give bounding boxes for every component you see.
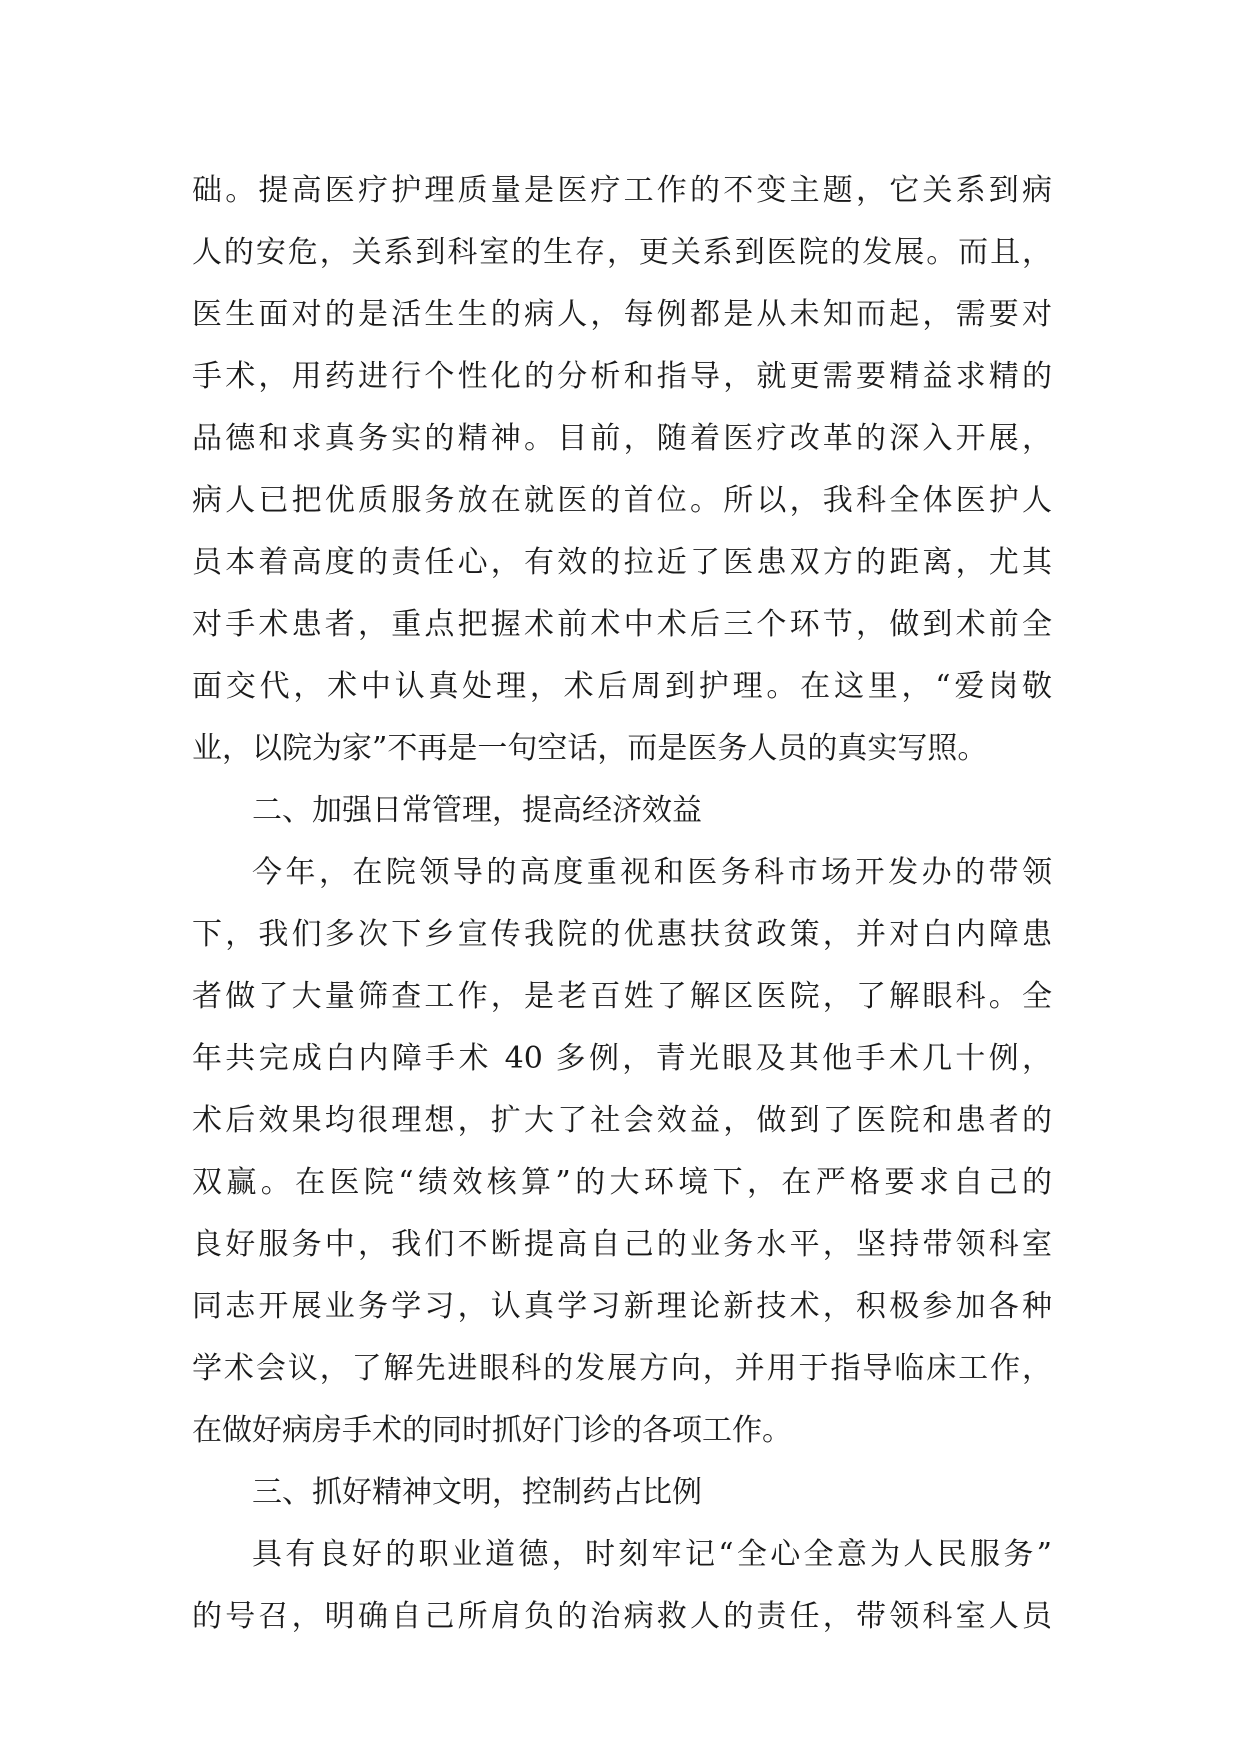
text-line: 手术，用药进行个性化的分析和指导，就更需要精益求精的 [192,359,1052,394]
text-line: 的号召，明确自己所肩负的治病救人的责任，带领科室人员 [192,1599,1052,1634]
text-line: 学术会议，了解先进眼科的发展方向，并用于指导临床工作， [192,1351,1052,1386]
body-text [192,160,1052,1648]
text-line: 下，我们多次下乡宣传我院的优惠扶贫政策，并对白内障患 [192,917,1052,952]
section-heading-2: 二、加强日常管理，提高经济效益 [252,793,702,828]
paragraph-continuation [192,160,1052,780]
text-line: 术后效果均很理想，扩大了社会效益，做到了医院和患者的 [192,1103,1052,1138]
text-line: 业，以院为家”不再是一句空话，而是医务人员的真实写照。 [192,731,988,766]
text-line: 人的安危，关系到科室的生存，更关系到医院的发展。而且， [192,235,1052,270]
text-line: 品德和求真务实的精神。目前，随着医疗改革的深入开展， [192,421,1052,456]
section-heading-3: 三、抓好精神文明，控制药占比例 [252,1475,702,1510]
text-line: 具有良好的职业道德，时刻牢记“全心全意为人民服务” [252,1537,1052,1572]
text-line: 对手术患者，重点把握术前术中术后三个环节，做到术前全 [192,607,1052,642]
text-line: 双赢。在医院“绩效核算”的大环境下，在严格要求自己的 [192,1165,1052,1200]
text-line: 今年，在院领导的高度重视和医务科市场开发办的带领 [252,855,1052,890]
text-line: 同志开展业务学习，认真学习新理论新技术，积极参加各种 [192,1289,1052,1324]
text-line: 者做了大量筛查工作，是老百姓了解区医院，了解眼科。全 [192,979,1052,1014]
text-line: 医生面对的是活生生的病人，每例都是从未知而起，需要对 [192,297,1052,332]
text-line: 病人已把优质服务放在就医的首位。所以，我科全体医护人 [192,483,1052,518]
paragraph [192,1524,1052,1648]
text-line: 员本着高度的责任心，有效的拉近了医患双方的距离，尤其 [192,545,1052,580]
text-line: 面交代，术中认真处理，术后周到护理。在这里，“爱岗敬 [192,669,1052,704]
text-line: 在做好病房手术的同时抓好门诊的各项工作。 [192,1413,792,1448]
text-line: 础。提高医疗护理质量是医疗工作的不变主题，它关系到病 [192,173,1052,208]
text-line: 良好服务中，我们不断提高自己的业务水平，坚持带领科室 [192,1227,1052,1262]
paragraph [192,842,1052,1462]
text-line: 年共完成白内障手术 40 多例，青光眼及其他手术几十例， [192,1041,1052,1076]
